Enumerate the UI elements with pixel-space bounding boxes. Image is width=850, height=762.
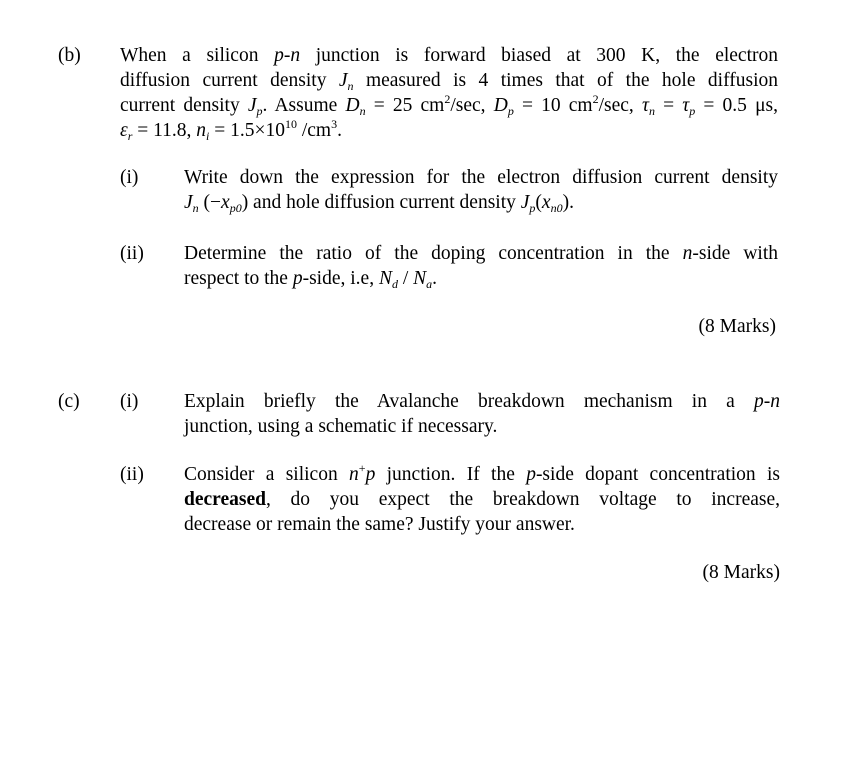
part-c-ii-label: (ii)	[120, 464, 144, 485]
intro-line-1: When a silicon p-n junction is forward biased at 300 K, the electron	[120, 45, 778, 66]
part-c-i-label: (i)	[120, 391, 139, 412]
part-b-ii-text	[184, 241, 778, 291]
intro-line-4: $\varepsilon_r = 11.8$, $n_i = 1.5\times 10^{10}$ $/cm^3$.	[120, 117, 342, 143]
part-b-marks: (8 Marks)	[698, 316, 776, 337]
part-b-label: (b)	[58, 45, 81, 66]
part-b-i-text	[184, 165, 778, 215]
b-i-line-2: $J_n$ $(-x_{p0})$ and hole diffusion current density $J_p(x_{n0})$.	[184, 192, 574, 215]
intro-line-2: diffusion current density $J_n$ measured is 4 times that of the hole diffusion	[120, 70, 778, 93]
c-i-line-1: Explain briefly the Avalanche breakdown mechanism in a p-n	[184, 391, 780, 412]
c-i-line-2: junction, using a schematic if necessary.	[184, 416, 498, 437]
b-ii-line-1: Determine the ratio of the doping concentration in the n-side with	[184, 243, 778, 264]
c-ii-line-2: decreased, do you expect the breakdown voltage to increase,	[184, 489, 780, 510]
part-b-intro	[120, 43, 778, 143]
part-b-ii-label: (ii)	[120, 243, 144, 264]
part-c-ii-text	[184, 462, 780, 537]
part-c-marks: (8 Marks)	[702, 562, 780, 583]
c-ii-line-3: decrease or remain the same? Justify your answer.	[184, 514, 575, 535]
part-c-i-text	[184, 389, 780, 439]
part-c-label: (c)	[58, 391, 80, 412]
c-ii-line-1: Consider a silicon n+p junction. If the p-side dopant concentration is	[184, 461, 780, 485]
intro-line-3: current density $J_p$. Assume $D_n = 25$ $cm^2/\sec$, $D_p = 10$ $cm^2/\sec$, $\tau_n = \tau_p = 0.5$ μs,	[120, 92, 779, 118]
part-b-i-label: (i)	[120, 167, 139, 188]
b-i-line-1: Write down the expression for the electron diffusion current density	[184, 167, 778, 188]
b-ii-line-2: respect to the p-side, i.e, $N_d / N_a$.	[184, 268, 438, 291]
